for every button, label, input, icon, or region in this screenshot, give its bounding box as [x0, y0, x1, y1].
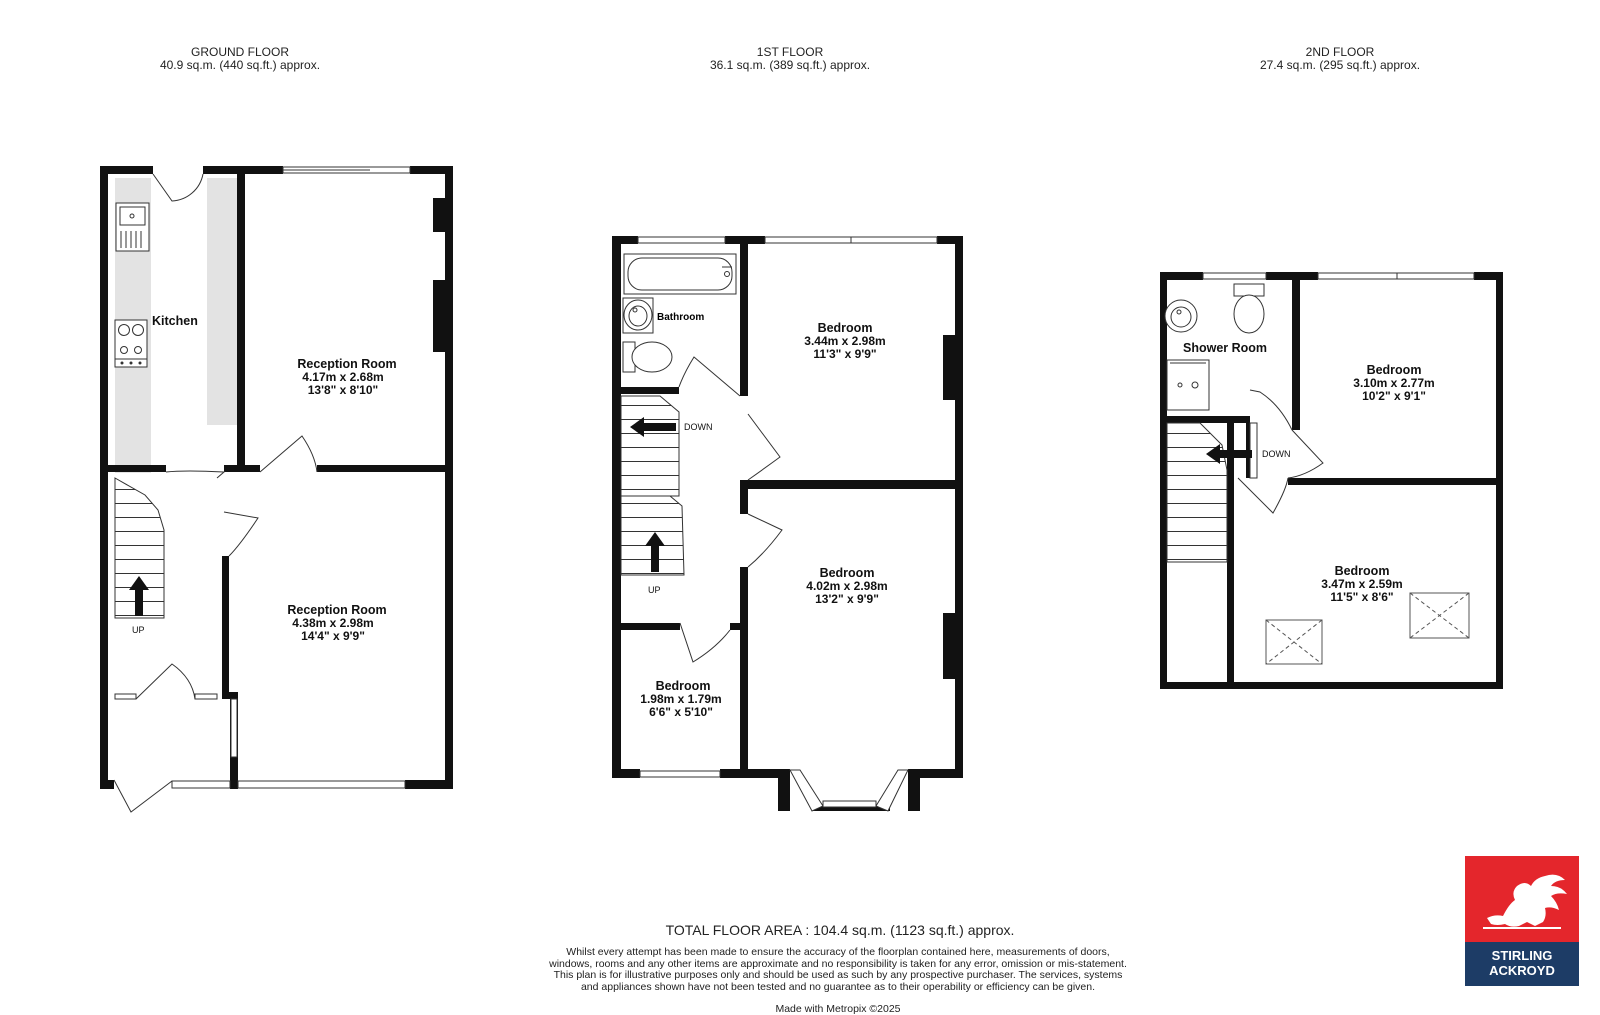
disclaimer-text: Whilst every attempt has been made to ensure the accuracy of the floorplan contained here, measurements of doors, windows, rooms and any other items are approximate and no responsibility is taken for any error, omission or mis-statement. This plan is for illustrative purposes only and should be used as such by any prospective purchaser. The services, systems and appliances shown have not been tested and no guarantee as to their operability or efficiency can be given. [549, 946, 1127, 993]
second-bedroom-back-metric: 3.10m x 2.77m [1353, 376, 1435, 390]
ground-stairs-label: UP [132, 625, 145, 635]
second-floor-plan [1160, 272, 1503, 689]
total-floor-area: TOTAL FLOOR AREA : 104.4 sq.m. (1123 sq.ft.) approx. [665, 922, 1015, 938]
logo-wordmark [1465, 942, 1579, 986]
shower-tray-icon [1167, 360, 1209, 410]
toilet-icon [623, 342, 672, 372]
second-stairs [1167, 423, 1257, 562]
bay-window [790, 770, 908, 811]
second-bedroom-back-name: Bedroom [1366, 363, 1422, 377]
sink-icon [116, 203, 149, 251]
bedroom-back-metric: 3.44m x 2.98m [804, 334, 886, 348]
ground-floor-walls [100, 166, 453, 789]
kitchen-label: Kitchen [152, 314, 198, 328]
reception-front-name: Reception Room [287, 603, 387, 617]
ground-floor-plan [100, 166, 453, 812]
bedroom-back-name: Bedroom [817, 321, 873, 335]
second-bedroom-back-imperial: 10'2" x 9'1" [1362, 389, 1426, 403]
second-bedroom-front-metric: 3.47m x 2.59m [1321, 577, 1403, 591]
bedroom-small-imperial: 6'6" x 5'10" [649, 705, 713, 719]
bedroom-front-imperial: 13'2" x 9'9" [815, 592, 879, 606]
reception-back-imperial: 13'8" x 8'10" [307, 383, 379, 397]
ground-floor-area: 40.9 sq.m. (440 sq.ft.) approx. [159, 58, 321, 72]
second-floor-area: 27.4 sq.m. (295 sq.ft.) approx. [1259, 58, 1421, 72]
bedroom-back-imperial: 11'3" x 9'9" [813, 347, 877, 361]
bath-icon [624, 254, 736, 294]
stirling-ackroyd-logo [1465, 856, 1579, 986]
first-stairs-up-label: UP [648, 585, 661, 595]
reception-front-imperial: 14'4" x 9'9" [301, 629, 365, 643]
second-floor-title: 2ND FLOOR [1305, 45, 1375, 59]
ground-floor-windows [115, 167, 410, 788]
first-floor-doors [679, 357, 782, 662]
second-bedroom-front-name: Bedroom [1334, 564, 1390, 578]
griffin-icon [1465, 856, 1579, 942]
first-floor-area: 36.1 sq.m. (389 sq.ft.) approx. [709, 58, 871, 72]
bedroom-front-metric: 4.02m x 2.98m [806, 579, 888, 593]
logo-line-1: STIRLING [1491, 948, 1553, 963]
second-floor-windows [1203, 273, 1474, 279]
reception-front-metric: 4.38m x 2.98m [292, 616, 374, 630]
first-stairs [621, 396, 684, 575]
hob-icon [115, 320, 147, 367]
second-bedroom-front-imperial: 11'5" x 8'6" [1330, 590, 1394, 604]
bedroom-small-name: Bedroom [655, 679, 711, 693]
bedroom-small-metric: 1.98m x 1.79m [640, 692, 722, 706]
ground-stairs [115, 478, 164, 618]
basin-icon [623, 298, 653, 333]
metropix-credit: Made with Metropix ©2025 [775, 1003, 901, 1015]
shower-toilet-icon [1234, 284, 1264, 333]
shower-room-label: Shower Room [1183, 341, 1268, 355]
first-floor-plan [612, 236, 963, 811]
first-stairs-down-label: DOWN [684, 422, 713, 432]
ground-floor-title: GROUND FLOOR [190, 45, 289, 59]
first-floor-title: 1ST FLOOR [756, 45, 824, 59]
reception-back-name: Reception Room [297, 357, 397, 371]
bedroom-front-name: Bedroom [819, 566, 875, 580]
bathroom-label: Bathroom [657, 312, 705, 323]
shower-basin-icon [1165, 300, 1197, 332]
second-stairs-down-label: DOWN [1262, 449, 1291, 459]
reception-back-metric: 4.17m x 2.68m [302, 370, 384, 384]
logo-line-2: ACKROYD [1489, 963, 1555, 978]
